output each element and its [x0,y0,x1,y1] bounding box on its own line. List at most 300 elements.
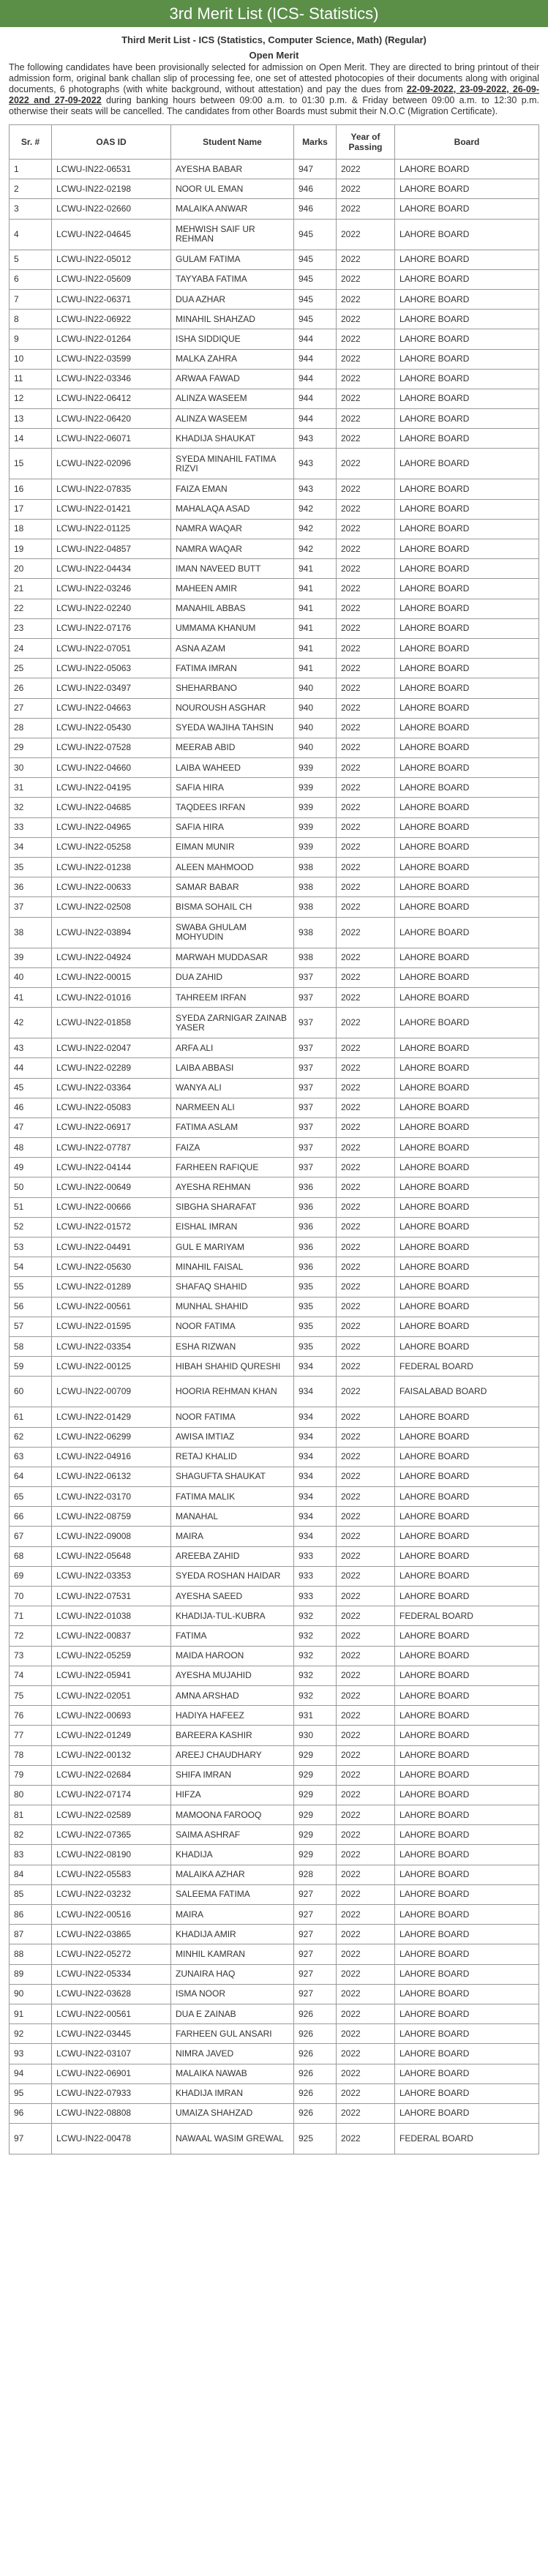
year-cell: 2022 [337,160,395,179]
oas-id-cell: LCWU-IN22-08808 [52,2103,171,2123]
table-row [10,1038,539,1058]
table-row [10,2044,539,2064]
board-cell: LAHORE BOARD [395,1158,539,1177]
table-row [10,199,539,219]
year-cell: 2022 [337,1357,395,1377]
oas-id-cell: LCWU-IN22-04660 [52,758,171,778]
student-name-cell: UMMAMA KHANUM [171,618,294,638]
sr-cell: 4 [10,219,52,250]
year-cell: 2022 [337,1666,395,1685]
table-row [10,559,539,579]
board-cell: LAHORE BOARD [395,2083,539,2103]
marks-cell: 945 [294,289,337,309]
board-cell: LAHORE BOARD [395,499,539,519]
sr-cell: 82 [10,1825,52,1845]
sr-cell: 63 [10,1447,52,1467]
sr-cell: 23 [10,618,52,638]
board-cell: LAHORE BOARD [395,179,539,199]
student-name-cell: LAIBA ABBASI [171,1058,294,1078]
table-row [10,409,539,429]
table-row [10,967,539,987]
year-cell: 2022 [337,2103,395,2123]
table-row [10,369,539,389]
student-name-cell: NOOR FATIMA [171,1407,294,1427]
table-row [10,1317,539,1336]
student-name-cell: FATIMA ASLAM [171,1117,294,1137]
sr-cell: 27 [10,698,52,718]
oas-id-cell: LCWU-IN22-00666 [52,1197,171,1217]
table-row [10,1117,539,1137]
table-row [10,837,539,857]
student-name-cell: ALEEN MAHMOOD [171,858,294,877]
marks-cell: 941 [294,599,337,618]
sr-cell: 55 [10,1277,52,1297]
oas-id-cell: LCWU-IN22-02047 [52,1038,171,1058]
table-row [10,1845,539,1865]
year-cell: 2022 [337,269,395,289]
oas-id-cell: LCWU-IN22-06132 [52,1467,171,1486]
marks-cell: 931 [294,1706,337,1726]
table-row [10,1527,539,1546]
student-name-cell: BISMA SOHAIL CH [171,897,294,917]
sr-cell: 34 [10,837,52,857]
marks-cell: 943 [294,429,337,449]
board-cell: LAHORE BOARD [395,1078,539,1098]
oas-id-cell: LCWU-IN22-06371 [52,289,171,309]
year-cell: 2022 [337,1277,395,1297]
year-cell: 2022 [337,1177,395,1197]
student-name-cell: MAIRA [171,1527,294,1546]
sr-cell: 66 [10,1507,52,1527]
marks-cell: 936 [294,1197,337,1217]
marks-cell: 945 [294,219,337,250]
oas-id-cell: LCWU-IN22-03628 [52,1984,171,2004]
marks-cell: 944 [294,349,337,369]
oas-id-cell: LCWU-IN22-03346 [52,369,171,389]
header-student-name: Student Name [171,125,294,160]
oas-id-cell: LCWU-IN22-05083 [52,1098,171,1117]
marks-cell: 940 [294,698,337,718]
student-name-cell: SYEDA ZARNIGAR ZAINAB YASER [171,1008,294,1038]
oas-id-cell: LCWU-IN22-03353 [52,1566,171,1586]
oas-id-cell: LCWU-IN22-03445 [52,2024,171,2044]
table-row [10,1277,539,1297]
table-body [10,160,539,2154]
table-row [10,659,539,678]
year-cell: 2022 [337,1507,395,1527]
marks-cell: 937 [294,1038,337,1058]
table-row [10,1666,539,1685]
year-cell: 2022 [337,1566,395,1586]
table-row [10,2004,539,2023]
marks-cell: 929 [294,1825,337,1845]
oas-id-cell: LCWU-IN22-00693 [52,1706,171,1726]
board-cell: LAHORE BOARD [395,1317,539,1336]
table-row [10,2064,539,2083]
table-row [10,877,539,897]
year-cell: 2022 [337,289,395,309]
student-name-cell: DUA ZAHID [171,967,294,987]
oas-id-cell: LCWU-IN22-06531 [52,160,171,179]
year-cell: 2022 [337,1447,395,1467]
student-name-cell: AREEBA ZAHID [171,1546,294,1566]
oas-id-cell: LCWU-IN22-01016 [52,987,171,1007]
oas-id-cell: LCWU-IN22-08190 [52,1845,171,1865]
board-cell: LAHORE BOARD [395,1845,539,1865]
sr-cell: 14 [10,429,52,449]
marks-cell: 940 [294,678,337,698]
sr-cell: 71 [10,1606,52,1626]
marks-cell: 927 [294,1944,337,1964]
year-cell: 2022 [337,1685,395,1705]
table-row [10,1726,539,1745]
board-cell: LAHORE BOARD [395,1257,539,1277]
board-cell: LAHORE BOARD [395,1277,539,1297]
oas-id-cell: LCWU-IN22-05063 [52,659,171,678]
table-row [10,1884,539,1904]
year-cell: 2022 [337,638,395,658]
student-name-cell: MEERAB ABID [171,738,294,757]
sr-cell: 18 [10,519,52,539]
marks-cell: 947 [294,160,337,179]
year-cell: 2022 [337,987,395,1007]
table-row [10,1865,539,1884]
student-name-cell: MAHALAQA ASAD [171,499,294,519]
year-cell: 2022 [337,1158,395,1177]
board-cell: LAHORE BOARD [395,1177,539,1197]
marks-cell: 936 [294,1177,337,1197]
year-cell: 2022 [337,1646,395,1666]
oas-id-cell: LCWU-IN22-05259 [52,1646,171,1666]
table-row [10,2083,539,2103]
table-row [10,349,539,369]
sr-cell: 19 [10,539,52,559]
oas-id-cell: LCWU-IN22-04434 [52,559,171,579]
oas-id-cell: LCWU-IN22-00478 [52,2124,171,2154]
sr-cell: 75 [10,1685,52,1705]
board-cell: LAHORE BOARD [395,579,539,599]
page-title-bar [0,0,548,27]
student-name-cell: GULAM FATIMA [171,250,294,269]
year-cell: 2022 [337,1336,395,1356]
student-name-cell: AYESHA REHMAN [171,1177,294,1197]
year-cell: 2022 [337,499,395,519]
table-row [10,1825,539,1845]
table-row [10,579,539,599]
year-cell: 2022 [337,1805,395,1825]
oas-id-cell: LCWU-IN22-01038 [52,1606,171,1626]
student-name-cell: MALAIKA AZHAR [171,1865,294,1884]
board-cell: LAHORE BOARD [395,1487,539,1507]
student-name-cell: SHEHARBANO [171,678,294,698]
marks-cell: 927 [294,1925,337,1944]
sr-cell: 35 [10,858,52,877]
student-name-cell: FATIMA IMRAN [171,659,294,678]
oas-id-cell: LCWU-IN22-05648 [52,1546,171,1566]
table-row [10,917,539,948]
student-name-cell: MAHEEN AMIR [171,579,294,599]
table-row [10,1566,539,1586]
table-row [10,1905,539,1925]
year-cell: 2022 [337,1745,395,1765]
sr-cell: 77 [10,1726,52,1745]
sr-cell: 1 [10,160,52,179]
oas-id-cell: LCWU-IN22-06412 [52,389,171,408]
oas-id-cell: LCWU-IN22-00561 [52,2004,171,2023]
notice-text-part2: during banking hours between 09:00 a.m. to 01:30 p.m. & Friday between 09:00 a.m. to 12:30 p.m. otherwise their seats will be cancelled. The candidates from other Boards must submit their N.O.C (Migration Certificate). [9,95,540,116]
sr-cell: 32 [10,798,52,817]
student-name-cell: NOOR UL EMAN [171,179,294,199]
marks-cell: 934 [294,1357,337,1377]
marks-cell: 937 [294,1117,337,1137]
table-row [10,250,539,269]
marks-cell: 937 [294,987,337,1007]
table-row [10,758,539,778]
year-cell: 2022 [337,329,395,349]
marks-cell: 934 [294,1507,337,1527]
table-row [10,1257,539,1277]
board-cell: LAHORE BOARD [395,1546,539,1566]
board-cell: LAHORE BOARD [395,967,539,987]
sr-cell: 61 [10,1407,52,1427]
sr-cell: 47 [10,1117,52,1137]
board-cell: LAHORE BOARD [395,1666,539,1685]
student-name-cell: ALINZA WASEEM [171,409,294,429]
marks-cell: 940 [294,718,337,738]
oas-id-cell: LCWU-IN22-00516 [52,1905,171,1925]
sr-cell: 94 [10,2064,52,2083]
marks-cell: 945 [294,310,337,329]
year-cell: 2022 [337,858,395,877]
marks-cell: 944 [294,329,337,349]
sr-cell: 30 [10,758,52,778]
sr-cell: 91 [10,2004,52,2023]
board-cell: LAHORE BOARD [395,1447,539,1467]
table-row [10,638,539,658]
table-row [10,429,539,449]
board-cell: FEDERAL BOARD [395,2124,539,2154]
year-cell: 2022 [337,219,395,250]
oas-id-cell: LCWU-IN22-09008 [52,1527,171,1546]
student-name-cell: TAQDEES IRFAN [171,798,294,817]
student-name-cell: DUA AZHAR [171,289,294,309]
marks-cell: 946 [294,179,337,199]
table-row [10,449,539,479]
year-cell: 2022 [337,1138,395,1158]
year-cell: 2022 [337,1078,395,1098]
year-cell: 2022 [337,179,395,199]
year-cell: 2022 [337,429,395,449]
table-row [10,389,539,408]
student-name-cell: FAIZA [171,1138,294,1158]
marks-cell: 939 [294,758,337,778]
marks-cell: 943 [294,479,337,499]
marks-cell: 934 [294,1527,337,1546]
year-cell: 2022 [337,369,395,389]
sr-cell: 10 [10,349,52,369]
sr-cell: 24 [10,638,52,658]
table-row [10,1217,539,1237]
sr-cell: 90 [10,1984,52,2004]
year-cell: 2022 [337,738,395,757]
student-name-cell: SAMAR BABAR [171,877,294,897]
year-cell: 2022 [337,1626,395,1646]
sr-cell: 85 [10,1884,52,1904]
page-title: 3rd Merit List (ICS- Statistics) [169,4,379,23]
year-cell: 2022 [337,539,395,559]
marks-cell: 927 [294,1905,337,1925]
student-name-cell: FARHEEN RAFIQUE [171,1158,294,1177]
table-row [10,817,539,837]
student-name-cell: NAMRA WAQAR [171,539,294,559]
year-cell: 2022 [337,389,395,408]
marks-cell: 933 [294,1566,337,1586]
board-cell: LAHORE BOARD [395,1008,539,1038]
oas-id-cell: LCWU-IN22-04645 [52,219,171,250]
marks-cell: 929 [294,1845,337,1865]
student-name-cell: SAFIA HIRA [171,817,294,837]
marks-cell: 941 [294,618,337,638]
oas-id-cell: LCWU-IN22-00649 [52,1177,171,1197]
sr-cell: 40 [10,967,52,987]
student-name-cell: KHADIJA AMIR [171,1925,294,1944]
board-cell: LAHORE BOARD [395,1944,539,1964]
year-cell: 2022 [337,1726,395,1745]
student-name-cell: SIBGHA SHARAFAT [171,1197,294,1217]
student-name-cell: KHADIJA SHAUKAT [171,429,294,449]
year-cell: 2022 [337,1984,395,2004]
student-name-cell: FARHEEN GUL ANSARI [171,2024,294,2044]
student-name-cell: SHAFAQ SHAHID [171,1277,294,1297]
oas-id-cell: LCWU-IN22-03894 [52,917,171,948]
marks-cell: 938 [294,917,337,948]
board-cell: LAHORE BOARD [395,2064,539,2083]
year-cell: 2022 [337,349,395,369]
year-cell: 2022 [337,678,395,698]
oas-id-cell: LCWU-IN22-05583 [52,1865,171,1884]
board-cell: LAHORE BOARD [395,798,539,817]
year-cell: 2022 [337,618,395,638]
table-row [10,1546,539,1566]
student-name-cell: SYEDA ROSHAN HAIDAR [171,1566,294,1586]
year-cell: 2022 [337,559,395,579]
sr-cell: 26 [10,678,52,698]
section-title: Open Merit [249,50,299,61]
student-name-cell: HADIYA HAFEEZ [171,1706,294,1726]
sr-cell: 59 [10,1357,52,1377]
marks-cell: 932 [294,1626,337,1646]
board-cell: LAHORE BOARD [395,718,539,738]
board-cell: LAHORE BOARD [395,1646,539,1666]
oas-id-cell: LCWU-IN22-03354 [52,1336,171,1356]
board-cell: LAHORE BOARD [395,1626,539,1646]
year-cell: 2022 [337,2004,395,2023]
board-cell: LAHORE BOARD [395,369,539,389]
year-cell: 2022 [337,2024,395,2044]
year-cell: 2022 [337,967,395,987]
year-cell: 2022 [337,659,395,678]
oas-id-cell: LCWU-IN22-02240 [52,599,171,618]
oas-id-cell: LCWU-IN22-02096 [52,449,171,479]
board-cell: LAHORE BOARD [395,1336,539,1356]
marks-cell: 929 [294,1805,337,1825]
year-cell: 2022 [337,1058,395,1078]
student-name-cell: NARMEEN ALI [171,1098,294,1117]
sr-cell: 29 [10,738,52,757]
board-cell: LAHORE BOARD [395,618,539,638]
student-name-cell: MALKA ZAHRA [171,349,294,369]
board-cell: LAHORE BOARD [395,897,539,917]
sr-cell: 69 [10,1566,52,1586]
oas-id-cell: LCWU-IN22-01264 [52,329,171,349]
sr-cell: 76 [10,1706,52,1726]
year-cell: 2022 [337,877,395,897]
board-cell: LAHORE BOARD [395,1407,539,1427]
sr-cell: 52 [10,1217,52,1237]
year-cell: 2022 [337,758,395,778]
marks-cell: 935 [294,1336,337,1356]
marks-cell: 937 [294,1158,337,1177]
student-name-cell: SYEDA WAJIHA TAHSIN [171,718,294,738]
sr-cell: 13 [10,409,52,429]
table-row [10,310,539,329]
marks-cell: 936 [294,1217,337,1237]
sr-cell: 58 [10,1336,52,1356]
marks-cell: 929 [294,1765,337,1785]
sr-cell: 2 [10,179,52,199]
oas-id-cell: LCWU-IN22-00561 [52,1297,171,1317]
board-cell: LAHORE BOARD [395,250,539,269]
board-cell: LAHORE BOARD [395,1726,539,1745]
marks-cell: 926 [294,2004,337,2023]
year-cell: 2022 [337,917,395,948]
board-cell: LAHORE BOARD [395,1507,539,1527]
sr-cell: 12 [10,389,52,408]
board-cell: LAHORE BOARD [395,1984,539,2004]
oas-id-cell: LCWU-IN22-04491 [52,1238,171,1257]
table-row [10,1427,539,1447]
student-name-cell: AREEJ CHAUDHARY [171,1745,294,1765]
oas-id-cell: LCWU-IN22-08759 [52,1507,171,1527]
student-name-cell: NAMRA WAQAR [171,519,294,539]
marks-cell: 925 [294,2124,337,2154]
student-name-cell: SALEEMA FATIMA [171,1884,294,1904]
board-cell: LAHORE BOARD [395,1964,539,1984]
sr-cell: 37 [10,897,52,917]
oas-id-cell: LCWU-IN22-07174 [52,1785,171,1805]
year-cell: 2022 [337,1865,395,1884]
header-sr: Sr. # [10,125,52,160]
student-name-cell: MALAIKA ANWAR [171,199,294,219]
marks-cell: 939 [294,798,337,817]
table-row [10,718,539,738]
oas-id-cell: LCWU-IN22-01249 [52,1726,171,1745]
student-name-cell: NOUROUSH ASGHAR [171,698,294,718]
year-cell: 2022 [337,1377,395,1407]
board-cell: FEDERAL BOARD [395,1357,539,1377]
year-cell: 2022 [337,1487,395,1507]
board-cell: LAHORE BOARD [395,599,539,618]
board-cell: LAHORE BOARD [395,1706,539,1726]
marks-cell: 934 [294,1377,337,1407]
year-cell: 2022 [337,1845,395,1865]
marks-cell: 941 [294,579,337,599]
marks-cell: 926 [294,2083,337,2103]
list-subtitle: Third Merit List - ICS (Statistics, Computer Science, Math) (Regular) [121,34,427,45]
table-row [10,678,539,698]
year-cell: 2022 [337,2064,395,2083]
oas-id-cell: LCWU-IN22-03364 [52,1078,171,1098]
